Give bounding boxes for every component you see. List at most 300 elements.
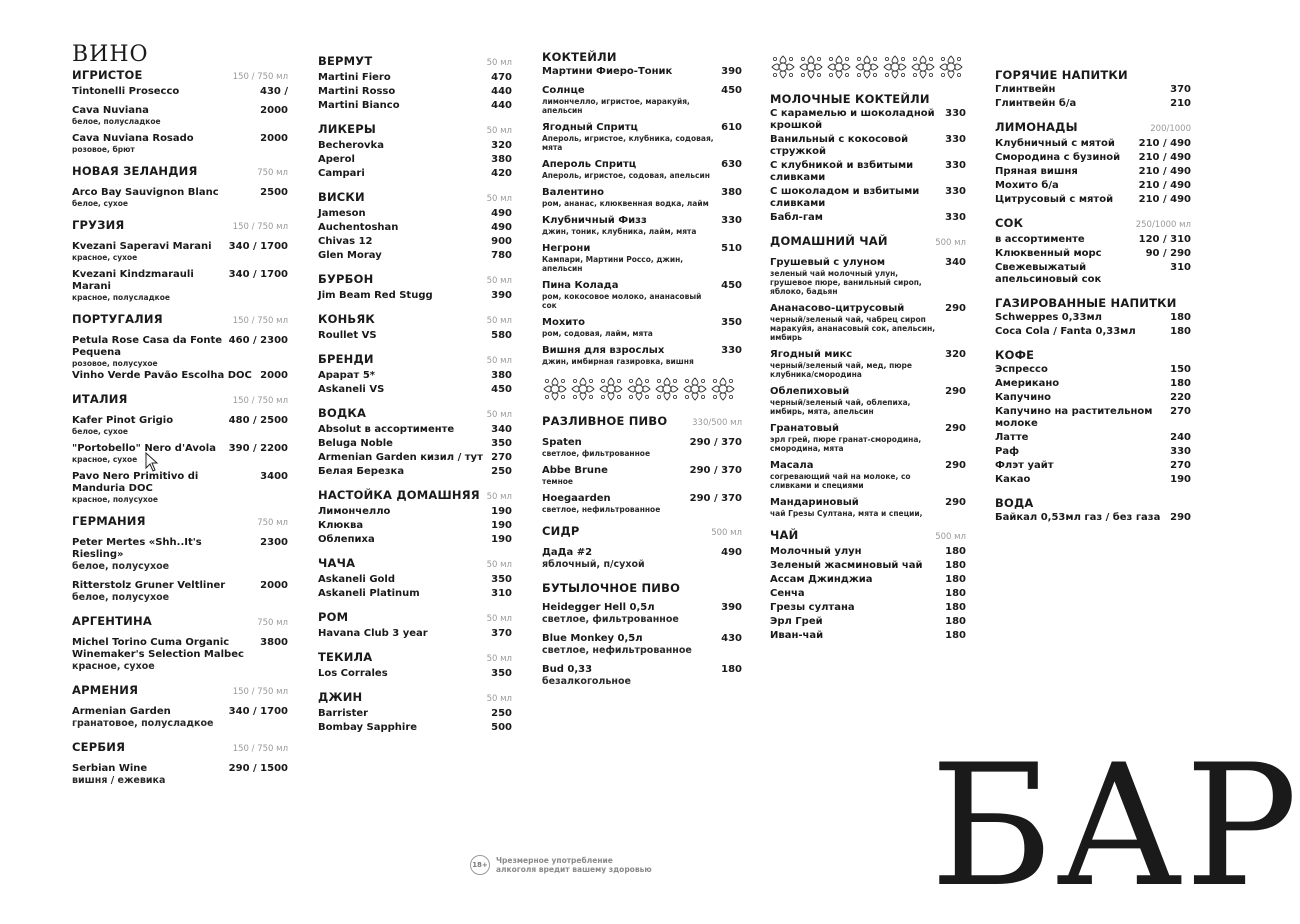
menu-item: [995, 446, 1191, 458]
menu-item: [995, 234, 1191, 246]
menu-item-text: [995, 194, 1133, 206]
menu-section: [318, 312, 512, 342]
item-price: 510: [721, 243, 742, 254]
item-name: Absolut в ассортименте: [318, 424, 455, 435]
item-name: Martini Fiero: [318, 72, 391, 83]
item-name: Jim Beam Red Stugg: [318, 290, 433, 301]
menu-item-text: [542, 493, 684, 514]
item-price: 500: [491, 722, 512, 733]
section-title: ГАЗИРОВАННЫЕ НАПИТКИ: [995, 296, 1177, 310]
menu-item: [72, 370, 288, 382]
item-description: Апероль, игристое, содовая, апельсин: [542, 171, 710, 180]
section-header: [72, 614, 288, 630]
item-price: 290: [945, 497, 966, 508]
section-title: БУРБОН: [318, 272, 374, 286]
item-price: 350: [491, 438, 512, 449]
section-title: ГРУЗИЯ: [72, 218, 125, 232]
menu-section: [318, 272, 512, 302]
item-description: черный/зеленый чай, облепиха, имбирь, мята, апельсин: [770, 398, 911, 416]
menu-item: [542, 243, 742, 273]
section-volume: 150 / 750 мл: [232, 744, 288, 754]
section-volume: 500 мл: [935, 532, 966, 542]
menu-item: [318, 208, 512, 220]
menu-item-text: [995, 138, 1133, 150]
menu-item-text: [318, 140, 485, 152]
section-title: ВОДА: [995, 496, 1034, 510]
section-header: [770, 234, 966, 250]
item-name: Roullet VS: [318, 330, 377, 341]
section-header: [318, 610, 512, 626]
menu-item-text: [995, 364, 1164, 376]
section-title: ГОРЯЧИЕ НАПИТКИ: [995, 68, 1128, 82]
section-header: [72, 514, 288, 530]
item-name: Эспрессо: [995, 364, 1048, 375]
menu-item-text: [995, 446, 1164, 458]
menu-item-text: [995, 392, 1164, 404]
item-price: 90 / 290: [1145, 248, 1191, 259]
item-name: Облепиховый: [770, 386, 850, 397]
item-price: 330: [721, 345, 742, 356]
item-name: Beluga Noble: [318, 438, 393, 449]
menu-item-text: [542, 465, 684, 486]
item-name: Клубничный с мятой: [995, 138, 1115, 149]
section-volume: 50 мл: [486, 194, 512, 204]
section-header: [318, 312, 512, 328]
item-name: Латте: [995, 432, 1029, 443]
menu-item: [995, 312, 1191, 324]
menu-section: [72, 164, 288, 208]
menu-item: [318, 290, 512, 302]
menu-item-text: [72, 187, 254, 208]
menu-item-text: [995, 312, 1164, 324]
section-header: [72, 392, 288, 408]
item-price: 480 / 2500: [228, 415, 288, 426]
item-description: белое, сухое: [72, 427, 128, 436]
menu-item: [318, 452, 512, 464]
section-title: БРЕНДИ: [318, 352, 374, 366]
item-description: темное: [542, 477, 573, 486]
menu-item-text: [318, 86, 485, 98]
menu-item: [995, 432, 1191, 444]
ornament-divider: [770, 54, 966, 82]
section-volume: 500 мл: [711, 528, 742, 538]
menu-item-text: [318, 222, 485, 234]
item-description: ром, содовая, лайм, мята: [542, 329, 653, 338]
item-description: джин, тоник, клубника, лайм, мята: [542, 227, 697, 236]
section-volume: 50 мл: [486, 694, 512, 704]
item-price: 210 / 490: [1138, 194, 1191, 205]
item-description: зеленый чай молочный улун, грушевое пюре, ванильный сироп, яблоко, бадьян: [770, 269, 922, 296]
section-title: ДЖИН: [318, 690, 363, 704]
menu-item-text: [318, 506, 485, 518]
item-name: Грезы султана: [770, 602, 855, 613]
wine-title: ВИНО: [72, 42, 149, 67]
item-name: Ассам Джинджиа: [770, 574, 873, 585]
menu-item: [542, 633, 742, 657]
item-name: Cava Nuviana Rosado: [72, 133, 194, 144]
menu-item: [318, 708, 512, 720]
item-price: 380: [491, 370, 512, 381]
wine-column: [72, 44, 288, 797]
item-description: лимончелло, игристое, маракуйя, апельсин: [542, 97, 690, 115]
item-name: ДаДа #2: [542, 547, 593, 558]
item-price: 390 / 2200: [228, 443, 288, 454]
item-name: Гранатовый: [770, 423, 839, 434]
item-name: Мандариновый: [770, 497, 859, 508]
item-price: 3400: [260, 471, 288, 482]
menu-item-text: [770, 460, 939, 490]
col3a-sections: [542, 50, 742, 366]
menu-item: [770, 588, 966, 600]
menu-item: [542, 85, 742, 115]
menu-item-text: [318, 72, 485, 84]
section-header: [995, 496, 1191, 510]
menu-item: [995, 138, 1191, 150]
item-name: Armenian Garden: [72, 706, 171, 717]
menu-item-text: [318, 370, 485, 382]
item-price: 330: [1170, 446, 1191, 457]
menu-section: [318, 610, 512, 640]
section-title: РАЗЛИВНОЕ ПИВО: [542, 414, 668, 428]
ornament-icon: [710, 376, 736, 402]
item-name: Abbe Brune: [542, 465, 608, 476]
item-price: 2000: [260, 133, 288, 144]
section-title: КОНЬЯК: [318, 312, 376, 326]
menu-item: [770, 186, 966, 210]
item-name: Капучино на растительном молоке: [995, 406, 1153, 429]
menu-item: [770, 602, 966, 614]
menu-item: [318, 100, 512, 112]
item-name: Байкал 0,53мл газ / без газа: [995, 512, 1161, 523]
item-price: 490: [721, 547, 742, 558]
item-name: Michel Torino Cuma Organic Winemaker's Selection Malbec: [72, 637, 244, 660]
ornament-icon: [882, 54, 908, 80]
item-price: 180: [945, 546, 966, 557]
item-name: Coca Cola / Fanta 0,33мл: [995, 326, 1136, 337]
section-header: [318, 54, 512, 70]
section-volume: 50 мл: [486, 276, 512, 286]
menu-item-text: [770, 303, 939, 342]
item-name: Aperol: [318, 154, 355, 165]
menu-item: [770, 160, 966, 184]
menu-item: [995, 460, 1191, 472]
ornament-divider: [542, 376, 742, 404]
item-description: безалкогольное: [542, 676, 631, 687]
menu-item: [318, 438, 512, 450]
item-price: 610: [721, 122, 742, 133]
section-header: [72, 164, 288, 180]
menu-item: [318, 466, 512, 478]
section-header: [995, 216, 1191, 232]
menu-item: [318, 250, 512, 262]
item-price: 190: [491, 520, 512, 531]
menu-item-text: [995, 98, 1164, 110]
menu-item-text: [770, 108, 939, 132]
item-name: Serbian Wine: [72, 763, 148, 774]
item-name: Martini Rosso: [318, 86, 396, 97]
item-name: Какао: [995, 474, 1031, 485]
menu-item: [770, 546, 966, 558]
item-name: Tintonelli Prosecco: [72, 86, 180, 97]
menu-item-text: [72, 471, 254, 504]
menu-item-text: [770, 386, 939, 416]
section-title: ВИСКИ: [318, 190, 365, 204]
menu-item: [318, 72, 512, 84]
item-price: 190: [491, 534, 512, 545]
menu-section: [318, 122, 512, 180]
item-price: 330: [945, 212, 966, 223]
item-price: 180: [945, 588, 966, 599]
item-price: 150: [1170, 364, 1191, 375]
col3b-sections: [542, 414, 742, 688]
menu-item-text: [318, 722, 485, 734]
menu-item: [318, 668, 512, 680]
item-name: Los Corrales: [318, 668, 388, 679]
section-title: РОМ: [318, 610, 349, 624]
menu-item: [318, 506, 512, 518]
item-price: 440: [491, 100, 512, 111]
menu-item: [770, 386, 966, 416]
menu-item-text: [542, 66, 715, 78]
section-volume: 150 / 750 мл: [232, 222, 288, 232]
item-description: красное, сухое: [72, 455, 138, 464]
item-price: 250: [491, 466, 512, 477]
menu-item: [542, 465, 742, 486]
menu-item-text: [318, 384, 485, 396]
item-name: Auchentoshan: [318, 222, 399, 233]
menu-item-text: [318, 438, 485, 450]
menu-item-text: [318, 154, 485, 166]
menu-section: [318, 406, 512, 478]
item-price: 240: [1170, 432, 1191, 443]
menu-item-text: [995, 262, 1164, 286]
item-price: 180: [1170, 312, 1191, 323]
item-name: С шоколадом и взбитыми сливками: [770, 186, 920, 209]
menu-item: [995, 180, 1191, 192]
section-volume: 200/1000: [1150, 124, 1191, 134]
menu-section: [995, 216, 1191, 286]
menu-item-text: [72, 335, 223, 368]
menu-item-text: [318, 250, 485, 262]
section-volume: 750 мл: [257, 168, 288, 178]
menu-item: [72, 86, 288, 98]
item-price: 380: [491, 154, 512, 165]
section-volume: 500 мл: [935, 238, 966, 248]
item-price: 180: [1170, 326, 1191, 337]
item-name: Havana Club 3 year: [318, 628, 428, 639]
menu-item-text: [318, 588, 485, 600]
section-header: [542, 581, 742, 595]
menu-item: [72, 706, 288, 730]
menu-item-text: [72, 763, 223, 787]
menu-item-text: [995, 432, 1164, 444]
age-warning: [470, 855, 666, 875]
item-name: Askaneli Gold: [318, 574, 395, 585]
section-volume: 50 мл: [486, 614, 512, 624]
item-price: 180: [945, 574, 966, 585]
menu-section: [72, 683, 288, 730]
section-volume: 750 мл: [257, 618, 288, 628]
cocktails-beer-column: [542, 50, 742, 698]
menu-item: [318, 574, 512, 586]
section-title: ТЕКИЛА: [318, 650, 373, 664]
menu-item-text: [72, 637, 254, 673]
menu-item: [995, 512, 1191, 524]
item-price: 290: [945, 386, 966, 397]
menu-item: [72, 133, 288, 154]
menu-item-text: [318, 168, 485, 180]
section-header: [72, 740, 288, 756]
item-price: 180: [945, 560, 966, 571]
menu-item: [318, 534, 512, 546]
section-header: [318, 556, 512, 572]
menu-item: [995, 406, 1191, 430]
item-price: 290: [945, 460, 966, 471]
item-name: Vinho Verde Pavão Escolha DOC: [72, 370, 252, 381]
menu-section: [72, 218, 288, 302]
menu-item-text: [72, 370, 254, 382]
menu-item-text: [770, 160, 939, 184]
menu-item: [72, 471, 288, 504]
menu-item: [542, 317, 742, 338]
menu-section: [318, 352, 512, 396]
menu-item-text: [542, 187, 715, 208]
menu-item-text: [318, 466, 485, 478]
menu-item: [995, 474, 1191, 486]
section-title: ЛИКЕРЫ: [318, 122, 376, 136]
section-header: [318, 650, 512, 666]
menu-item: [995, 262, 1191, 286]
menu-item: [770, 349, 966, 379]
menu-item-text: [72, 105, 254, 126]
menu-section: [770, 234, 966, 518]
item-price: 190: [491, 506, 512, 517]
bar-title: БАР: [930, 728, 1300, 924]
menu-item: [542, 187, 742, 208]
item-price: 270: [491, 452, 512, 463]
item-name: Pavo Nero Primitivo di Manduria DOC: [72, 471, 199, 494]
menu-item: [542, 547, 742, 571]
item-price: 450: [721, 280, 742, 291]
item-name: Эрл Грей: [770, 616, 823, 627]
item-price: 210 / 490: [1138, 166, 1191, 177]
item-name: Пина Колада: [542, 280, 619, 291]
section-header: [995, 348, 1191, 362]
section-title: НОВАЯ ЗЕЛАНДИЯ: [72, 164, 198, 178]
section-title: ВОДКА: [318, 406, 367, 420]
item-name: Клюквенный морс: [995, 248, 1102, 259]
item-name: Капучино: [995, 392, 1052, 403]
menu-item: [542, 159, 742, 180]
menu-section: [542, 414, 742, 514]
item-name: Грушевый с улуном: [770, 257, 886, 268]
item-name: Облепиха: [318, 534, 375, 545]
menu-item-text: [995, 474, 1164, 486]
ornament-icon: [770, 54, 796, 80]
menu-section: [542, 50, 742, 366]
ornament-icon: [910, 54, 936, 80]
item-description: Апероль, игристое, клубника, содовая, мята: [542, 134, 714, 152]
menu-item: [318, 140, 512, 152]
section-title: ГЕРМАНИЯ: [72, 514, 146, 528]
menu-item: [542, 437, 742, 458]
menu-item-text: [318, 520, 485, 532]
item-name: Мартини Фиеро-Тоник: [542, 66, 673, 77]
item-price: 320: [945, 349, 966, 360]
item-description: белое, сухое: [72, 199, 128, 208]
section-title: ЛИМОНАДЫ: [995, 120, 1078, 134]
item-description: вишня / ежевика: [72, 775, 166, 786]
menu-section: [995, 296, 1191, 338]
item-name: Ritterstolz Gruner Veltliner: [72, 580, 226, 591]
section-volume: 150 / 750 мл: [232, 687, 288, 697]
menu-item: [770, 497, 966, 518]
item-price: 390: [491, 290, 512, 301]
item-name: Armenian Garden кизил / тут: [318, 452, 483, 463]
item-price: 450: [491, 384, 512, 395]
mouse-cursor-icon: [145, 452, 159, 472]
section-header: [318, 488, 512, 504]
item-description: джин, имбирная газировка, вишня: [542, 357, 694, 366]
section-header: [318, 272, 512, 288]
section-title: ЧАЙ: [770, 528, 799, 542]
menu-item: [995, 248, 1191, 260]
menu-section: [72, 514, 288, 604]
item-price: 290: [945, 303, 966, 314]
menu-item-text: [72, 241, 223, 262]
item-price: 340 / 1700: [228, 706, 288, 717]
menu-item-text: [318, 330, 485, 342]
item-name: Свежевыжатый апельсиновый сок: [995, 262, 1102, 285]
item-price: 430: [721, 633, 742, 644]
menu-item-text: [318, 628, 485, 640]
menu-item: [318, 370, 512, 382]
menu-item: [318, 236, 512, 248]
item-price: 2000: [260, 580, 288, 591]
menu-item-text: [542, 345, 715, 366]
item-price: 3800: [260, 637, 288, 648]
item-description: гранатовое, полусладкое: [72, 718, 214, 729]
item-description: светлое, нефильтрованное: [542, 645, 692, 656]
section-volume: 50 мл: [486, 58, 512, 68]
menu-item-text: [995, 460, 1164, 472]
item-description: красное, сухое: [72, 253, 138, 262]
item-price: 490: [491, 222, 512, 233]
item-price: 180: [1170, 378, 1191, 389]
menu-item: [318, 424, 512, 436]
menu-item: [770, 134, 966, 158]
section-title: НАСТОЙКА ДОМАШНЯЯ: [318, 488, 480, 502]
item-name: Cava Nuviana: [72, 105, 149, 116]
item-price: 2000: [260, 105, 288, 116]
menu-item-text: [72, 537, 254, 573]
menu-item: [995, 378, 1191, 390]
col4-sections: [770, 92, 966, 642]
item-price: 340: [491, 424, 512, 435]
ornament-icon: [542, 376, 568, 402]
menu-item: [72, 415, 288, 436]
item-description: яблочный, п/сухой: [542, 559, 645, 570]
menu-item-text: [542, 215, 715, 236]
item-name: Schweppes 0,33мл: [995, 312, 1102, 323]
menu-section: [542, 524, 742, 571]
menu-item: [995, 364, 1191, 376]
menu-section: [995, 496, 1191, 524]
menu-item: [72, 335, 288, 368]
age-badge: 18+: [470, 855, 490, 875]
section-header: [995, 296, 1191, 310]
item-name: Арарат 5*: [318, 370, 376, 381]
